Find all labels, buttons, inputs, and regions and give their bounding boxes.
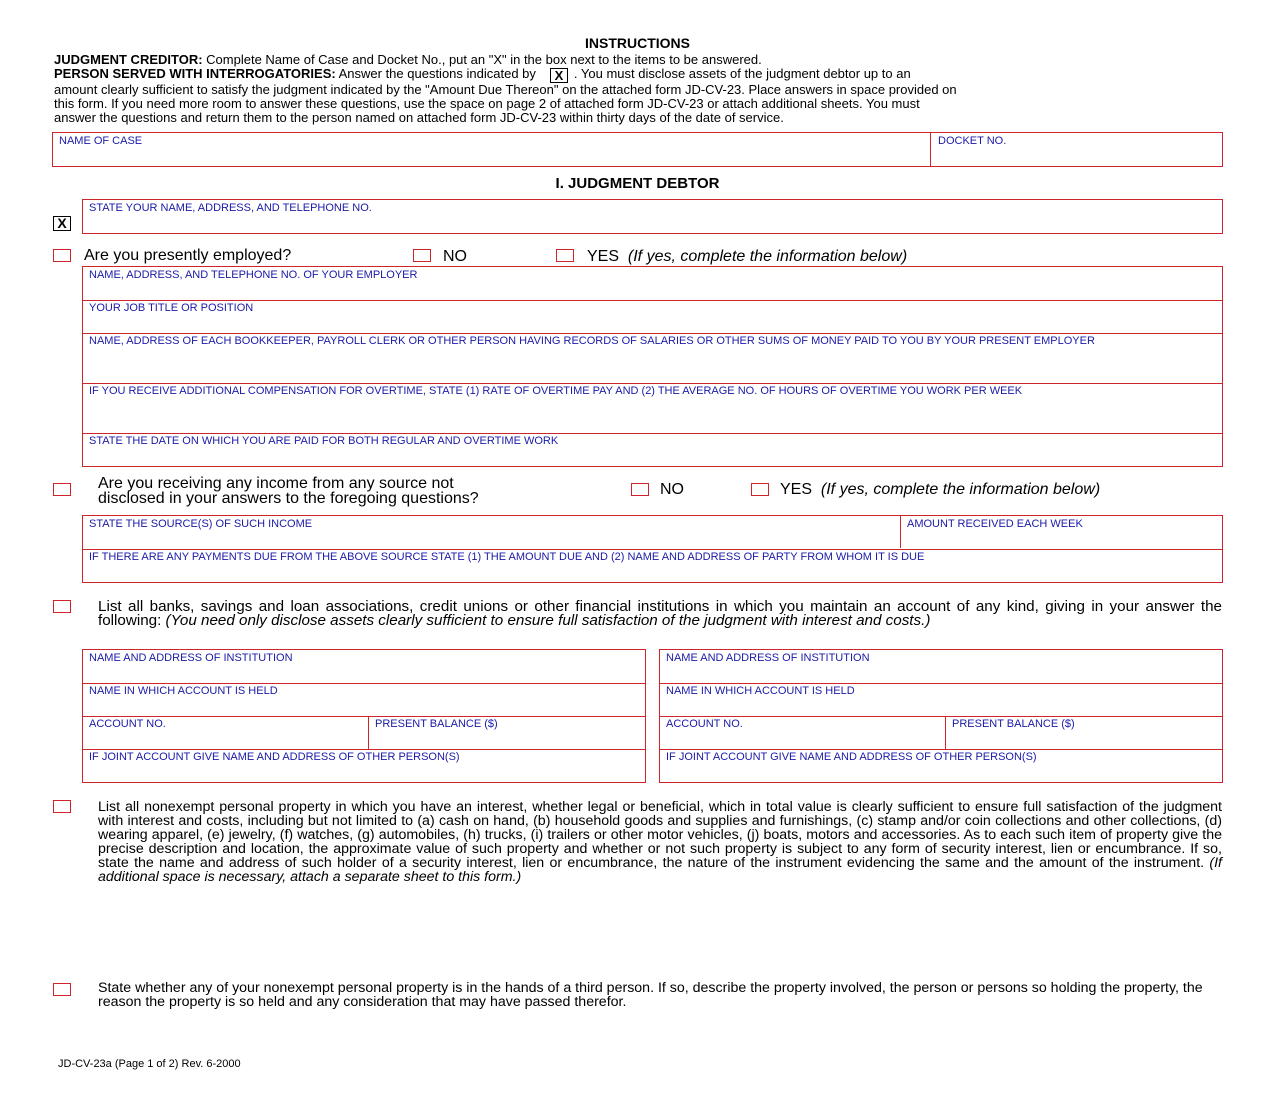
docket-no-label: DOCKET NO.: [938, 135, 1007, 147]
creditor-text: Complete Name of Case and Docket No., put an "X" in the box: [206, 52, 567, 67]
employer-label: NAME, ADDRESS, AND TELEPHONE NO. OF YOUR EMPLOYER: [89, 269, 418, 281]
employment-question: Are you presently employed?: [84, 247, 292, 264]
income-source-label: STATE THE SOURCE(S) OF SUCH INCOME: [89, 518, 313, 530]
section-judgment-debtor-title: I. JUDGMENT DEBTOR: [555, 175, 720, 192]
institution-label: NAME AND ADDRESS OF INSTITUTION: [666, 652, 870, 664]
instructions-title: INSTRUCTIONS: [585, 35, 690, 51]
instructions-line-4: this form. If you need more room to answer these questions, use the space on page 2 of attached form JD-CV-23 or attach additional sheets. You must: [54, 96, 920, 111]
divider: [660, 683, 1222, 684]
name-of-case-label: NAME OF CASE: [59, 135, 143, 147]
employment-details-box: [82, 266, 1223, 467]
divider: [83, 716, 645, 717]
income-details-box: [82, 515, 1223, 583]
account-holder-label: NAME IN WHICH ACCOUNT IS HELD: [89, 685, 278, 697]
employment-no-label: NO: [443, 248, 467, 265]
divider: [930, 133, 931, 166]
income-question-line-2: disclosed in your answers to the foregoing questions?: [98, 490, 479, 507]
banks-note: (You need only disclose assets clearly sufficient to ensure full satisfaction of the judgment with interest and costs.): [165, 612, 931, 629]
bank-block-2: [659, 649, 1223, 783]
account-no-label: ACCOUNT NO.: [666, 718, 743, 730]
balance-label: PRESENT BALANCE ($): [952, 718, 1075, 730]
overtime-label: IF YOU RECEIVE ADDITIONAL COMPENSATION FOR OVERTIME, STATE (1) RATE OF OVERTIME PAY AND (2) THE AVERAGE NO. OF HOURS OF OVERTIME YOU WORK PER WEEK: [89, 385, 1023, 397]
property-instructions: List all nonexempt personal property in which you have an interest, whether legal or beneficial, which in total value is clearly sufficient to ensure full satisfaction of the judgment with interest and costs, including but not limited to (a) cash on hand, (b) household goods and supplies and furnishings, (c) stamp and/or coin collections and other collections, (d) wearing apparel, (e) jewelry, (f) watches, (g) automobiles, (h) trucks, (i) trailers or other motor vehicles, (j) boats, motors and accessories. As to each such item of property give the precise description and location, the approximate value of such property and whether or not such property is subject to any form of security interest, lien or encumbrance. If so, state the name and address of such holder of a security interest, lien or encumbrance, the nature of the instrument evidencing the same and the amount of the instrument.: [98, 799, 1222, 871]
joint-account-label: IF JOINT ACCOUNT GIVE NAME AND ADDRESS OF OTHER PERSON(S): [666, 751, 1037, 763]
employment-yes-label: YES: [587, 248, 620, 265]
joint-account-label: IF JOINT ACCOUNT GIVE NAME AND ADDRESS OF OTHER PERSON(S): [89, 751, 460, 763]
bank-block-1: [82, 649, 646, 783]
job-title-label: YOUR JOB TITLE OR POSITION: [89, 302, 254, 314]
account-no-label: ACCOUNT NO.: [89, 718, 166, 730]
employment-checkbox[interactable]: [53, 249, 71, 262]
divider: [945, 716, 946, 749]
instructions-text: [54, 53, 1229, 125]
income-amount-label: AMOUNT RECEIVED EACH WEEK: [907, 518, 1083, 530]
employment-no-checkbox[interactable]: [413, 249, 431, 262]
bookkeeper-label: NAME, ADDRESS OF EACH BOOKKEEPER, PAYROLL CLERK OR OTHER PERSON HAVING RECORDS OF SALARIES OR OTHER SUMS OF MONEY PAID TO YOU BY YOUR PRESENT EMPLOYER: [89, 335, 1095, 347]
income-checkbox[interactable]: [53, 483, 71, 496]
divider: [83, 433, 1222, 434]
income-yes-group: [780, 482, 1100, 497]
divider: [83, 549, 1222, 550]
x-checkbox-icon: X: [550, 68, 568, 83]
income-question-line-1: Are you receiving any income from any source not: [98, 475, 454, 492]
banks-checkbox[interactable]: [53, 600, 71, 613]
instructions-line-5: answer the questions and return them to the person named on attached form JD-CV-23 within thirty days of the date of service.: [54, 110, 784, 125]
divider: [900, 516, 901, 548]
income-yes-note: (If yes, complete the information below): [820, 481, 1101, 498]
case-docket-box: [52, 132, 1223, 167]
income-payments-label: IF THERE ARE ANY PAYMENTS DUE FROM THE ABOVE SOURCE STATE (1) THE AMOUNT DUE AND (2) NAME AND ADDRESS OF PARTY FROM WHOM IT IS DUE: [89, 551, 925, 563]
third-person-text: State whether any of your nonexempt personal property is in the hands of a third person. If so, describe the property involved, the person or persons so holding the property, the reason the property is so held and any consideration that may have passed therefor.: [98, 980, 1203, 1010]
divider: [83, 749, 645, 750]
form-id-footer: JD-CV-23a (Page 1 of 2) Rev. 6-2000: [58, 1058, 241, 1070]
balance-label: PRESENT BALANCE ($): [375, 718, 498, 730]
employment-yes-note: (If yes, complete the information below): [627, 248, 908, 265]
property-note: (If additional space is necessary, attach a separate sheet to this form.): [98, 855, 1222, 885]
banks-text: [98, 600, 1222, 628]
employment-yes-checkbox[interactable]: [556, 249, 574, 262]
divider: [83, 683, 645, 684]
divider: [83, 333, 1222, 334]
served-text: Answer the questions indicated by: [338, 66, 536, 81]
property-checkbox[interactable]: [53, 800, 71, 813]
income-no-label: NO: [660, 481, 684, 498]
paydate-label: STATE THE DATE ON WHICH YOU ARE PAID FOR BOTH REGULAR AND OVERTIME WORK: [89, 435, 559, 447]
served-label: PERSON SERVED WITH INTERROGATORIES:: [54, 66, 336, 81]
third-person-checkbox[interactable]: [53, 983, 71, 996]
income-question: [98, 476, 479, 506]
creditor-label: JUDGMENT CREDITOR:: [54, 52, 203, 67]
divider: [368, 716, 369, 749]
name-address-label: STATE YOUR NAME, ADDRESS, AND TELEPHONE NO.: [89, 202, 372, 214]
creditor-text-2: next to the items to be answered.: [570, 52, 762, 67]
instructions-line-3: amount clearly sufficient to satisfy the judgment indicated by the "Amount Due Thereon" on the attached form JD-CV-23. Place answers in space provided on: [54, 82, 957, 97]
income-no-checkbox[interactable]: [631, 483, 649, 496]
name-address-x-checkbox[interactable]: X: [53, 216, 71, 231]
name-address-field[interactable]: [82, 199, 1223, 234]
divider: [660, 749, 1222, 750]
banks-instructions: List all banks, savings and loan associations, credit unions or other financial institutions in which you maintain an account of any kind, giving in your answer the following:: [98, 598, 1222, 629]
instructions-line-1: [54, 53, 1229, 67]
served-text-2: . You must disclose assets of the judgment debtor up to an: [573, 66, 911, 81]
income-yes-label: YES: [780, 481, 813, 498]
divider: [83, 383, 1222, 384]
account-holder-label: NAME IN WHICH ACCOUNT IS HELD: [666, 685, 855, 697]
institution-label: NAME AND ADDRESS OF INSTITUTION: [89, 652, 293, 664]
instructions-line-2: [54, 67, 1229, 83]
property-text: [98, 800, 1222, 884]
divider: [660, 716, 1222, 717]
divider: [83, 300, 1222, 301]
income-yes-checkbox[interactable]: [751, 483, 769, 496]
employment-yes-group: [587, 249, 907, 264]
